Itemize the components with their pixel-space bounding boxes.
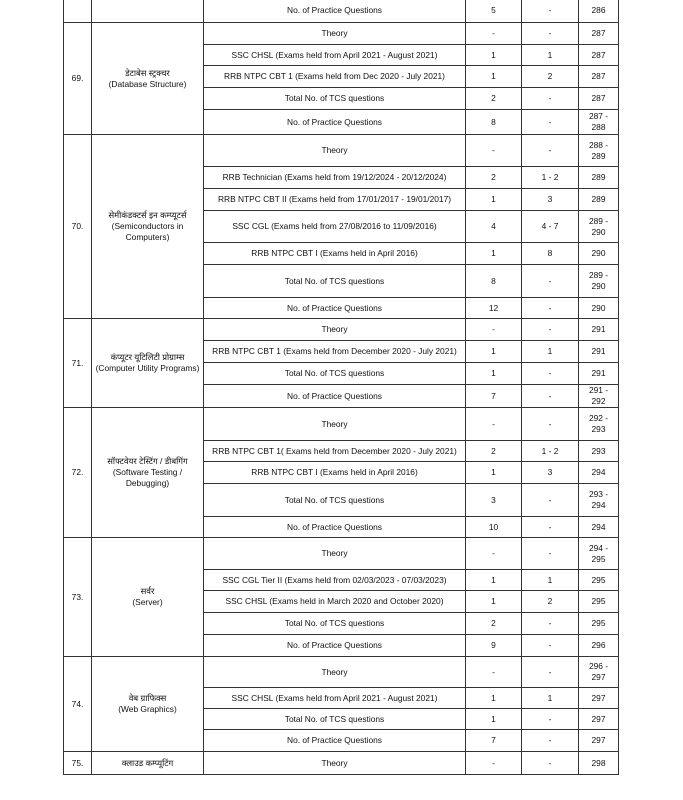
page-number-cell: 291: [579, 341, 619, 363]
topic-hindi: क्लाउड कम्प्यूटिंग: [121, 757, 174, 768]
question-number-cell: -: [522, 265, 579, 298]
topic-cell: [92, 752, 204, 775]
question-number-cell: -: [522, 517, 579, 538]
exam-cell: Theory: [204, 538, 466, 570]
question-count-cell: 1: [466, 570, 522, 591]
exam-cell: No. of Practice Questions: [204, 635, 466, 657]
topic-english: (Server): [132, 597, 163, 607]
page-number-cell: 296: [579, 635, 619, 657]
serial-number-cell: 72.: [64, 408, 92, 538]
question-count-cell: 9: [466, 635, 522, 657]
page-number-cell: 294: [579, 517, 619, 538]
question-count-cell: 1: [466, 363, 522, 385]
question-number-cell: -: [522, 363, 579, 385]
serial-number-cell: 71.: [64, 319, 92, 408]
exam-cell: Theory: [204, 319, 466, 341]
exam-cell: RRB NTPC CBT 1( Exams held from December 2020 - July 2021): [204, 441, 466, 462]
exam-cell: SSC CGL Tier II (Exams held from 02/03/2023 - 07/03/2023): [204, 570, 466, 591]
topic-hindi: डेटाबेस स्ट्रक्चर: [125, 67, 170, 78]
exam-cell: No. of Practice Questions: [204, 730, 466, 752]
question-count-cell: 7: [466, 385, 522, 408]
exam-cell: RRB NTPC CBT II (Exams held from 17/01/2017 - 19/01/2017): [204, 189, 466, 211]
question-count-cell: 4: [466, 211, 522, 243]
question-count-cell: -: [466, 23, 522, 45]
page-number-cell: 297: [579, 709, 619, 730]
page-number-cell: 289 - 290: [579, 211, 619, 243]
topic-hindi: सेमीकंडक्टर्स इन कम्प्यूटर्स: [108, 210, 187, 220]
question-number-cell: -: [522, 88, 579, 110]
page-number-cell: 289: [579, 167, 619, 189]
exam-cell: RRB NTPC CBT 1 (Exams held from Dec 2020 - July 2021): [204, 66, 466, 88]
table-row: [64, 135, 619, 167]
topic-hindi: सर्वर: [140, 586, 155, 596]
topic-hindi: वेब ग्राफिक्स: [128, 693, 167, 703]
question-number-cell: 1 - 2: [522, 441, 579, 462]
question-number-cell: -: [522, 23, 579, 45]
question-count-cell: 1: [466, 341, 522, 363]
question-number-cell: 4 - 7: [522, 211, 579, 243]
question-count-cell: 2: [466, 167, 522, 189]
page-number-cell: 288 - 289: [579, 135, 619, 167]
page-number-cell: 290: [579, 298, 619, 319]
topic-english: (Web Graphics): [118, 704, 177, 714]
topic-hindi: कंप्यूटर यूटिलिटी प्रोग्राम्स: [110, 352, 185, 362]
question-number-cell: -: [522, 0, 579, 23]
topic-hindi: सॉफ्टवेयर टेस्टिंग / डीबगिंग: [107, 456, 188, 466]
table-row: [64, 0, 619, 23]
question-count-cell: 1: [466, 709, 522, 730]
table-row: [64, 752, 619, 775]
topic-english: (Computer Utility Programs): [95, 363, 200, 373]
question-number-cell: 2: [522, 591, 579, 613]
question-count-cell: -: [466, 135, 522, 167]
page-number-cell: 287: [579, 66, 619, 88]
question-number-cell: -: [522, 657, 579, 688]
question-count-cell: 1: [466, 66, 522, 88]
topic-cell: [92, 657, 204, 752]
question-number-cell: -: [522, 613, 579, 635]
page-number-cell: 295: [579, 591, 619, 613]
table-body: [64, 0, 619, 775]
page-number-cell: 287: [579, 45, 619, 66]
exam-cell: Total No. of TCS questions: [204, 363, 466, 385]
question-count-cell: 1: [466, 45, 522, 66]
page-number-cell: 295: [579, 570, 619, 591]
topic-cell: [92, 408, 204, 538]
topic-index-table: [63, 0, 619, 775]
table-row: [64, 538, 619, 570]
exam-cell: No. of Practice Questions: [204, 298, 466, 319]
page-number-cell: 298: [579, 752, 619, 775]
question-count-cell: 2: [466, 613, 522, 635]
page-number-cell: 291: [579, 319, 619, 341]
exam-cell: No. of Practice Questions: [204, 0, 466, 23]
question-count-cell: 7: [466, 730, 522, 752]
page-number-cell: 289: [579, 189, 619, 211]
page-number-cell: 294: [579, 462, 619, 484]
question-count-cell: -: [466, 657, 522, 688]
topic-cell: [92, 23, 204, 135]
question-number-cell: -: [522, 752, 579, 775]
page-number-cell: 296 - 297: [579, 657, 619, 688]
table-row: [64, 319, 619, 341]
question-number-cell: -: [522, 709, 579, 730]
page-number-cell: 292 - 293: [579, 408, 619, 441]
page-number-cell: 297: [579, 730, 619, 752]
topic-cell: [92, 0, 204, 23]
page-number-cell: 287: [579, 88, 619, 110]
question-count-cell: 2: [466, 88, 522, 110]
exam-cell: SSC CGL (Exams held from 27/08/2016 to 11/09/2016): [204, 211, 466, 243]
question-number-cell: -: [522, 635, 579, 657]
table-row: [64, 408, 619, 441]
exam-cell: RRB NTPC CBT I (Exams held in April 2016): [204, 243, 466, 265]
question-number-cell: -: [522, 730, 579, 752]
topic-cell: [92, 538, 204, 657]
question-count-cell: -: [466, 538, 522, 570]
serial-number-cell: 74.: [64, 657, 92, 752]
question-number-cell: 2: [522, 66, 579, 88]
page-number-cell: 287 - 288: [579, 110, 619, 135]
question-count-cell: 12: [466, 298, 522, 319]
topic-english: (Database Structure): [108, 78, 187, 89]
question-number-cell: -: [522, 385, 579, 408]
question-count-cell: 8: [466, 110, 522, 135]
question-number-cell: -: [522, 298, 579, 319]
table-row: [64, 657, 619, 688]
exam-cell: No. of Practice Questions: [204, 517, 466, 538]
page-number-cell: 291 - 292: [579, 385, 619, 408]
question-number-cell: 1: [522, 688, 579, 709]
exam-cell: SSC CHSL (Exams held in March 2020 and October 2020): [204, 591, 466, 613]
exam-cell: Total No. of TCS questions: [204, 265, 466, 298]
question-count-cell: -: [466, 319, 522, 341]
exam-cell: Total No. of TCS questions: [204, 484, 466, 517]
question-number-cell: -: [522, 484, 579, 517]
exam-cell: SSC CHSL (Exams held from April 2021 - August 2021): [204, 688, 466, 709]
question-count-cell: -: [466, 408, 522, 441]
page-number-cell: 294 - 295: [579, 538, 619, 570]
topic-cell: [92, 319, 204, 408]
exam-cell: Total No. of TCS questions: [204, 88, 466, 110]
exam-cell: Total No. of TCS questions: [204, 709, 466, 730]
question-number-cell: -: [522, 319, 579, 341]
question-count-cell: 1: [466, 189, 522, 211]
serial-number-cell: [64, 0, 92, 23]
question-count-cell: 5: [466, 0, 522, 23]
serial-number-cell: 69.: [64, 23, 92, 135]
page-number-cell: 297: [579, 688, 619, 709]
question-count-cell: 3: [466, 484, 522, 517]
question-count-cell: 1: [466, 688, 522, 709]
topic-english: (Semiconductors in Computers): [111, 221, 184, 242]
question-count-cell: 2: [466, 441, 522, 462]
exam-cell: SSC CHSL (Exams held from April 2021 - August 2021): [204, 45, 466, 66]
question-number-cell: 3: [522, 189, 579, 211]
question-number-cell: 1 - 2: [522, 167, 579, 189]
page-number-cell: 287: [579, 23, 619, 45]
exam-cell: Theory: [204, 135, 466, 167]
exam-cell: Total No. of TCS questions: [204, 613, 466, 635]
exam-cell: Theory: [204, 23, 466, 45]
topic-cell: [92, 135, 204, 319]
question-count-cell: 1: [466, 591, 522, 613]
exam-cell: Theory: [204, 657, 466, 688]
page-number-cell: 293 - 294: [579, 484, 619, 517]
exam-cell: No. of Practice Questions: [204, 385, 466, 408]
question-count-cell: 8: [466, 265, 522, 298]
exam-cell: Theory: [204, 752, 466, 775]
question-number-cell: 8: [522, 243, 579, 265]
page-number-cell: 291: [579, 363, 619, 385]
question-number-cell: 1: [522, 45, 579, 66]
question-count-cell: -: [466, 752, 522, 775]
question-count-cell: 1: [466, 243, 522, 265]
page-number-cell: 290: [579, 243, 619, 265]
serial-number-cell: 70.: [64, 135, 92, 319]
exam-cell: No. of Practice Questions: [204, 110, 466, 135]
page-number-cell: 295: [579, 613, 619, 635]
serial-number-cell: 73.: [64, 538, 92, 657]
question-number-cell: 1: [522, 570, 579, 591]
question-number-cell: 3: [522, 462, 579, 484]
exam-cell: RRB NTPC CBT 1 (Exams held from December 2020 - July 2021): [204, 341, 466, 363]
question-number-cell: -: [522, 135, 579, 167]
page-number-cell: 289 - 290: [579, 265, 619, 298]
question-number-cell: -: [522, 408, 579, 441]
table-row: [64, 23, 619, 45]
page-number-cell: 286: [579, 0, 619, 23]
topic-english: (Software Testing / Debugging): [112, 467, 183, 488]
question-count-cell: 10: [466, 517, 522, 538]
question-number-cell: -: [522, 110, 579, 135]
exam-cell: RRB NTPC CBT I (Exams held in April 2016): [204, 462, 466, 484]
serial-number-cell: 75.: [64, 752, 92, 775]
question-number-cell: 1: [522, 341, 579, 363]
exam-cell: RRB Technician (Exams held from 19/12/2024 - 20/12/2024): [204, 167, 466, 189]
question-number-cell: -: [522, 538, 579, 570]
page-number-cell: 293: [579, 441, 619, 462]
exam-cell: Theory: [204, 408, 466, 441]
question-count-cell: 1: [466, 462, 522, 484]
